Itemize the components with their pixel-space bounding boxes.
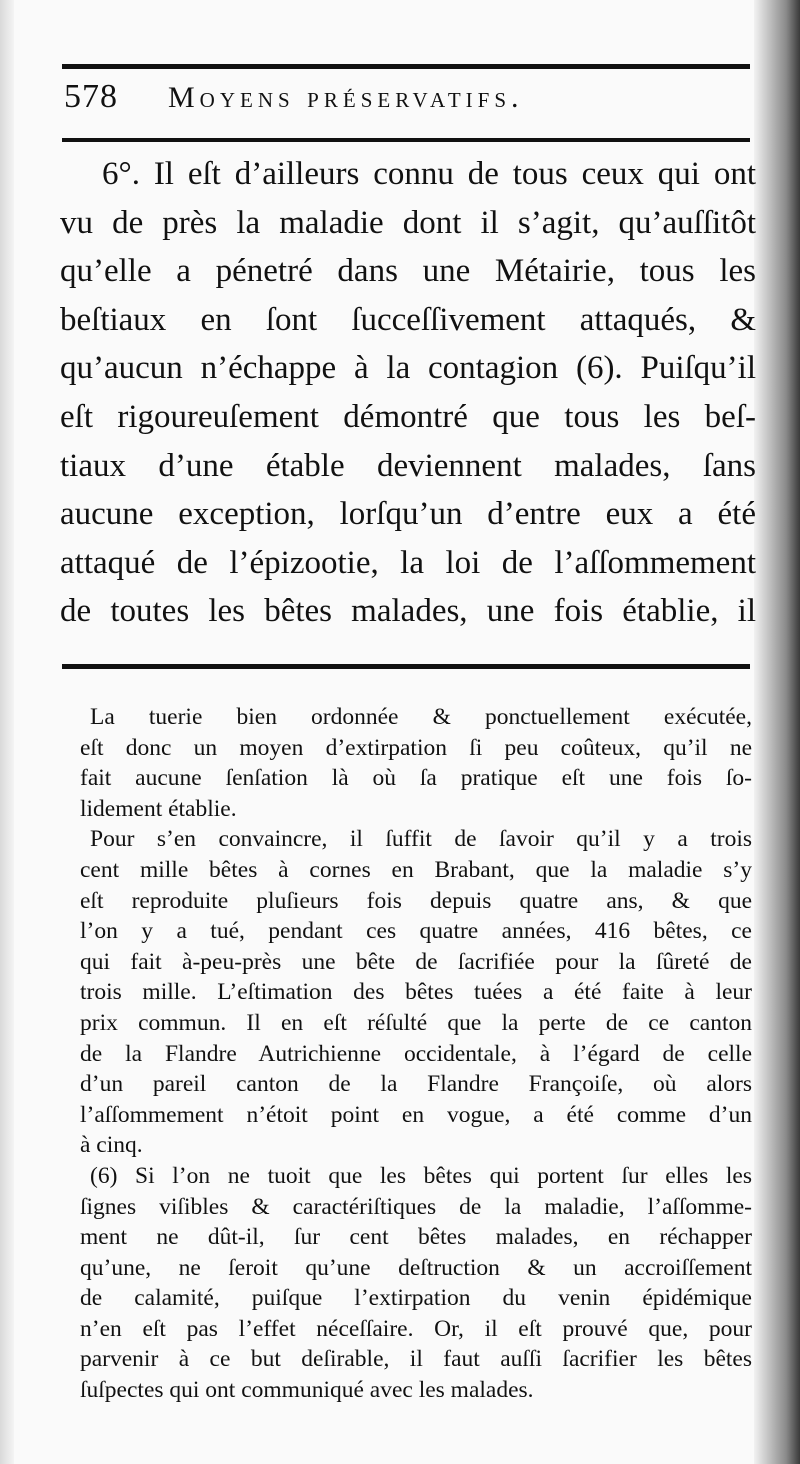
main-text-line: qu’elle a pénetré dans une Métairie, tous les: [60, 253, 756, 290]
main-text-line: aucune exception, lorſqu’un d’entre eux a été: [60, 496, 756, 533]
main-text-line: tiaux d’une étable deviennent malades, ſans: [60, 447, 756, 484]
footnote-line: eſt donc un moyen d’extirpation ſi peu coûteux, qu’il ne: [80, 734, 752, 761]
footnote-line: fait aucune ſenſation là où ſa pratique eſt une fois ſo-: [80, 765, 752, 792]
main-text-line: beſtiaux en ſont ſucceſſivement attaqués, &: [60, 301, 756, 338]
footnote-line: de la Flandre Autrichienne occidentale, à l’égard de celle: [80, 1040, 752, 1067]
header-rule-top: [62, 64, 750, 69]
footnote-line: l’aſſommement n’étoit point en vogue, a été comme d’un: [80, 1101, 752, 1128]
footnote-line: prix commun. Il en eſt réſulté que la perte de ce canton: [80, 1009, 752, 1036]
main-text-line: qu’aucun n’échappe à la contagion (6). Puiſqu’il: [60, 350, 756, 387]
footnotes-block: [82, 702, 752, 1406]
footnote-line: de calamité, puiſque l’extirpation du venin épidémique: [80, 1285, 752, 1312]
footnote-line: (6) Si l’on ne tuoit que les bêtes qui portent ſur elles les: [90, 1162, 752, 1189]
main-text-line: attaqué de l’épizootie, la loi de l’aſſommement: [60, 544, 756, 581]
footnote-line: ſuſpectes qui ont communiqué avec les malades.: [80, 1377, 534, 1404]
page-number: 578: [64, 78, 118, 115]
footnote-line: l’on y a tué, pendant ces quatre années, 416 bêtes, ce: [80, 918, 752, 945]
footnote-line: Pour s’en convaincre, il ſuffit de ſavoir qu’il y a trois: [90, 826, 752, 853]
main-text-line: de toutes les bêtes malades, une fois établie, il: [60, 593, 756, 630]
footnote-line: eſt reproduite pluſieurs fois depuis quatre ans, & que: [80, 887, 752, 914]
footnote-line: ment ne dût-il, ſur cent bêtes malades, en réchapper: [80, 1224, 752, 1251]
footnote-line: trois mille. L’eſtimation des bêtes tuées a été faite à leur: [80, 979, 752, 1006]
running-title: Moyens préservatifs.: [168, 81, 524, 114]
scan-left-margin: [0, 0, 14, 1464]
main-text-line: 6°. Il eſt d’ailleurs connu de tous ceux qui ont: [102, 156, 756, 192]
scan-right-margin: [754, 0, 800, 1464]
main-text-line: eſt rigoureuſement démontré que tous les beſ-: [60, 398, 756, 435]
main-text-line: vu de près la maladie dont il s’agit, qu’auſſitôt: [60, 204, 756, 241]
footnote-line: d’un pareil canton de la Flandre Françoiſe, où alors: [80, 1071, 752, 1098]
footnote-line: La tuerie bien ordonnée & ponctuellement exécutée,: [90, 704, 752, 730]
main-text-block: [60, 150, 756, 636]
footnote-line: n’en eſt pas l’effet néceſſaire. Or, il eſt prouvé que, pour: [80, 1315, 752, 1342]
footnote-line: ſignes viſibles & caractériſtiques de la maladie, l’aſſomme-: [80, 1193, 752, 1220]
page-header: [64, 78, 750, 128]
footnote-line: qu’une, ne ſeroit qu’une deſtruction & un accroiſſement: [80, 1254, 752, 1281]
footnote-line: à cinq.: [80, 1132, 143, 1159]
footnote-line: lidement établie.: [80, 795, 237, 822]
header-rule-bottom: [62, 138, 750, 142]
footnote-line: cent mille bêtes à cornes en Brabant, que la maladie s’y: [80, 856, 752, 883]
footnote-separator-rule: [62, 664, 750, 669]
footnote-line: parvenir à ce but deſirable, il faut auſſi ſacrifier les bêtes: [80, 1346, 752, 1373]
footnote-line: qui fait à-peu-près une bête de ſacrifiée pour la ſûreté de: [80, 948, 752, 975]
